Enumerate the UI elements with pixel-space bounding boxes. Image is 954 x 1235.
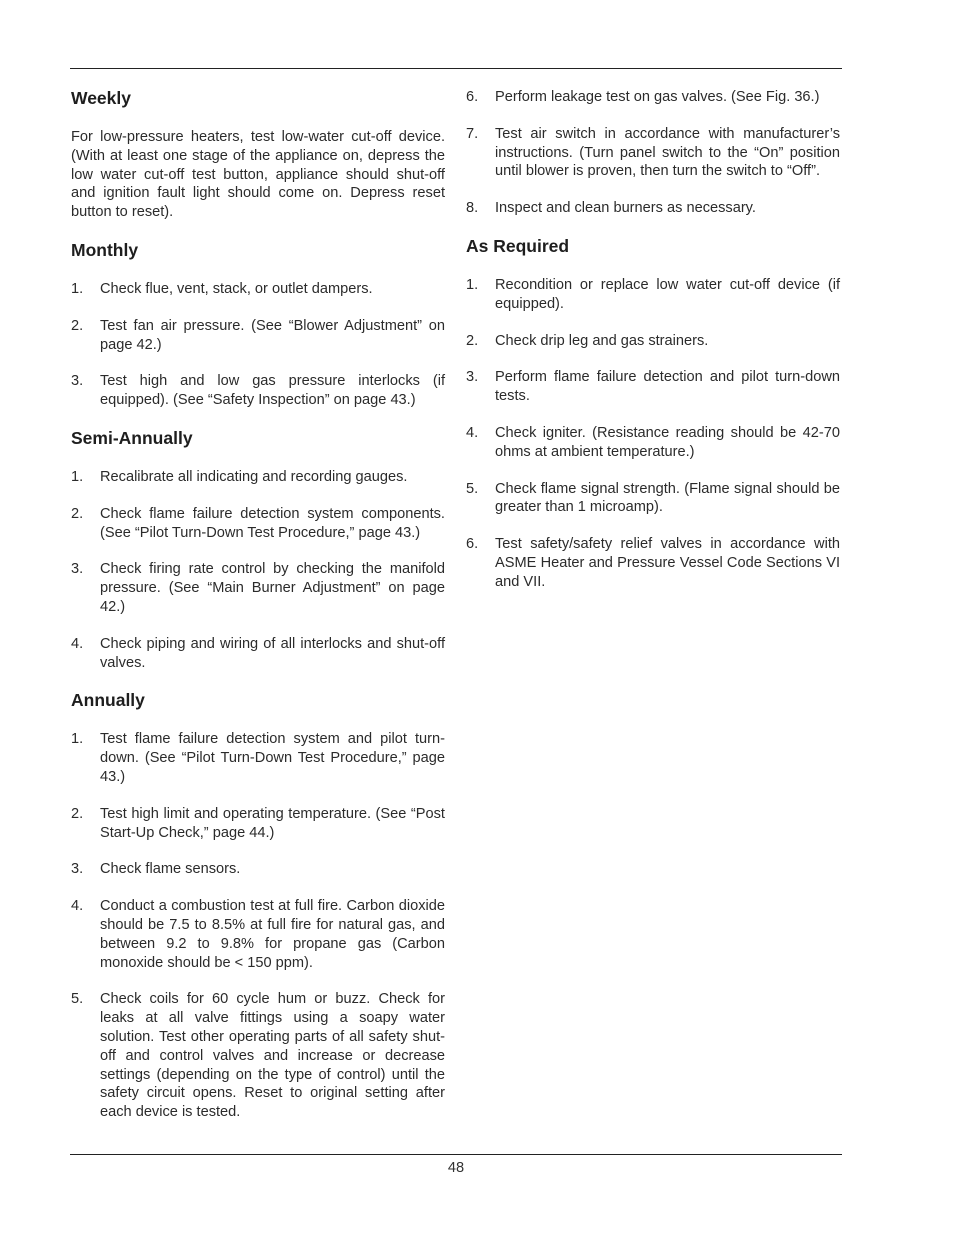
item-text: Check drip leg and gas strainers. — [495, 332, 709, 349]
list-item — [466, 199, 840, 218]
item-number: 2. — [71, 505, 84, 522]
item-number: 6. — [466, 89, 479, 105]
weekly-paragraph: For low-pressure heaters, test low-water cut-off device. (With at least one stage of the appliance on, depress the low water cut-off test button, appliance should shut-off and ignition fault light should come on. Depress reset button to reset). — [71, 129, 445, 221]
as-required-list — [466, 276, 840, 592]
item-number: 1. — [71, 280, 84, 297]
right-column — [466, 88, 840, 592]
item-number: 8. — [466, 200, 479, 217]
list-item — [71, 897, 445, 972]
top-rule — [70, 68, 842, 69]
item-text: Test air switch in accordance with manufacturer’s instructions. (Turn panel switch to the “On” position until blower is proven, then turn the switch to “Off”. — [495, 125, 840, 180]
list-item — [466, 276, 840, 314]
item-number: 1. — [71, 731, 84, 748]
annually-list-continued — [466, 88, 840, 218]
monthly-list — [71, 280, 445, 410]
list-item — [71, 990, 445, 1122]
list-item — [71, 280, 445, 299]
item-text: Check flame sensors. — [100, 861, 241, 878]
item-text: Check coils for 60 cycle hum or buzz. Check for leaks at all valve fittings using a soapy water solution. Test other operating parts of all safety shut-off and control valves and increase or decrease settings (depending on the type of control) until the safety circuit opens. Reset to original setting after each device is tested. — [100, 991, 445, 1121]
list-item — [466, 125, 840, 181]
item-text: Test high limit and operating temperature. (See “Post Start-Up Check,” page 44.) — [100, 805, 445, 841]
item-text: Recondition or replace low water cut-off device (if equipped). — [495, 276, 840, 312]
item-number: 4. — [71, 898, 84, 915]
list-item — [71, 317, 445, 355]
item-number: 1. — [71, 468, 84, 485]
item-number: 3. — [71, 561, 84, 578]
list-item — [466, 368, 840, 406]
item-text: Check piping and wiring of all interlocks and shut-off valves. — [100, 635, 445, 671]
item-number: 6. — [466, 536, 479, 553]
list-item — [71, 860, 445, 879]
item-text: Check firing rate control by checking the manifold pressure. (See “Main Burner Adjustment” on page 42.) — [100, 561, 445, 615]
list-item — [71, 560, 445, 616]
item-text: Test high and low gas pressure interlocks (if equipped). (See “Safety Inspection” on page 43.) — [100, 373, 445, 409]
item-number: 3. — [466, 369, 479, 386]
item-text: Test fan air pressure. (See “Blower Adjustment” on page 42.) — [100, 317, 445, 353]
list-item — [466, 424, 840, 462]
list-item — [71, 372, 445, 410]
left-column — [71, 84, 445, 1122]
list-item — [71, 635, 445, 673]
annually-list — [71, 730, 445, 1122]
item-number: 1. — [466, 276, 479, 293]
annually-heading: Annually — [71, 690, 145, 711]
item-number: 3. — [71, 373, 84, 390]
item-number: 2. — [71, 317, 84, 334]
item-text: Check flue, vent, stack, or outlet dampers. — [100, 280, 373, 297]
item-text: Test flame failure detection system and pilot turn-down. (See “Pilot Turn-Down Test Procedure,” page 43.) — [100, 731, 445, 785]
item-text: Perform leakage test on gas valves. (See Fig. 36.) — [495, 89, 820, 105]
item-number: 5. — [71, 991, 84, 1008]
item-number: 4. — [71, 635, 84, 652]
item-text: Check flame failure detection system components. (See “Pilot Turn-Down Test Procedure,” page 43.) — [100, 505, 445, 541]
list-item — [71, 730, 445, 786]
item-number: 2. — [466, 332, 479, 349]
monthly-heading: Monthly — [71, 239, 139, 260]
item-text: Recalibrate all indicating and recording gauges. — [100, 468, 408, 485]
item-number: 4. — [466, 424, 479, 441]
item-number: 7. — [466, 125, 479, 142]
item-text: Check flame signal strength. (Flame signal should be greater than 1 microamp). — [495, 480, 840, 516]
item-number: 2. — [71, 805, 84, 822]
list-item — [466, 480, 840, 518]
semi-annually-heading: Semi-Annually — [71, 427, 193, 448]
item-number: 5. — [466, 480, 479, 497]
item-text: Test safety/safety relief valves in accordance with ASME Heater and Pressure Vessel Code Sections VI and VII. — [495, 536, 840, 590]
item-text: Perform flame failure detection and pilot turn-down tests. — [495, 369, 840, 405]
item-text: Conduct a combustion test at full fire. Carbon dioxide should be 7.5 to 8.5% at full fire for natural gas, and between 9.2 to 9.8% for propane gas (Carbon monoxide should be < 150 ppm). — [100, 898, 445, 971]
item-number: 3. — [71, 861, 84, 878]
weekly-heading: Weekly — [71, 88, 131, 108]
page-number: 48 — [447, 1160, 465, 1176]
item-text: Inspect and clean burners as necessary. — [495, 200, 756, 217]
item-text: Check igniter. (Resistance reading should be 42-70 ohms at ambient temperature.) — [495, 424, 840, 460]
semi-annually-list — [71, 468, 445, 672]
list-item — [466, 332, 840, 351]
list-item — [71, 468, 445, 487]
list-item — [466, 88, 840, 107]
list-item — [466, 535, 840, 591]
as-required-heading: As Required — [466, 235, 570, 256]
list-item — [71, 805, 445, 843]
list-item — [71, 505, 445, 543]
bottom-rule — [70, 1154, 842, 1155]
